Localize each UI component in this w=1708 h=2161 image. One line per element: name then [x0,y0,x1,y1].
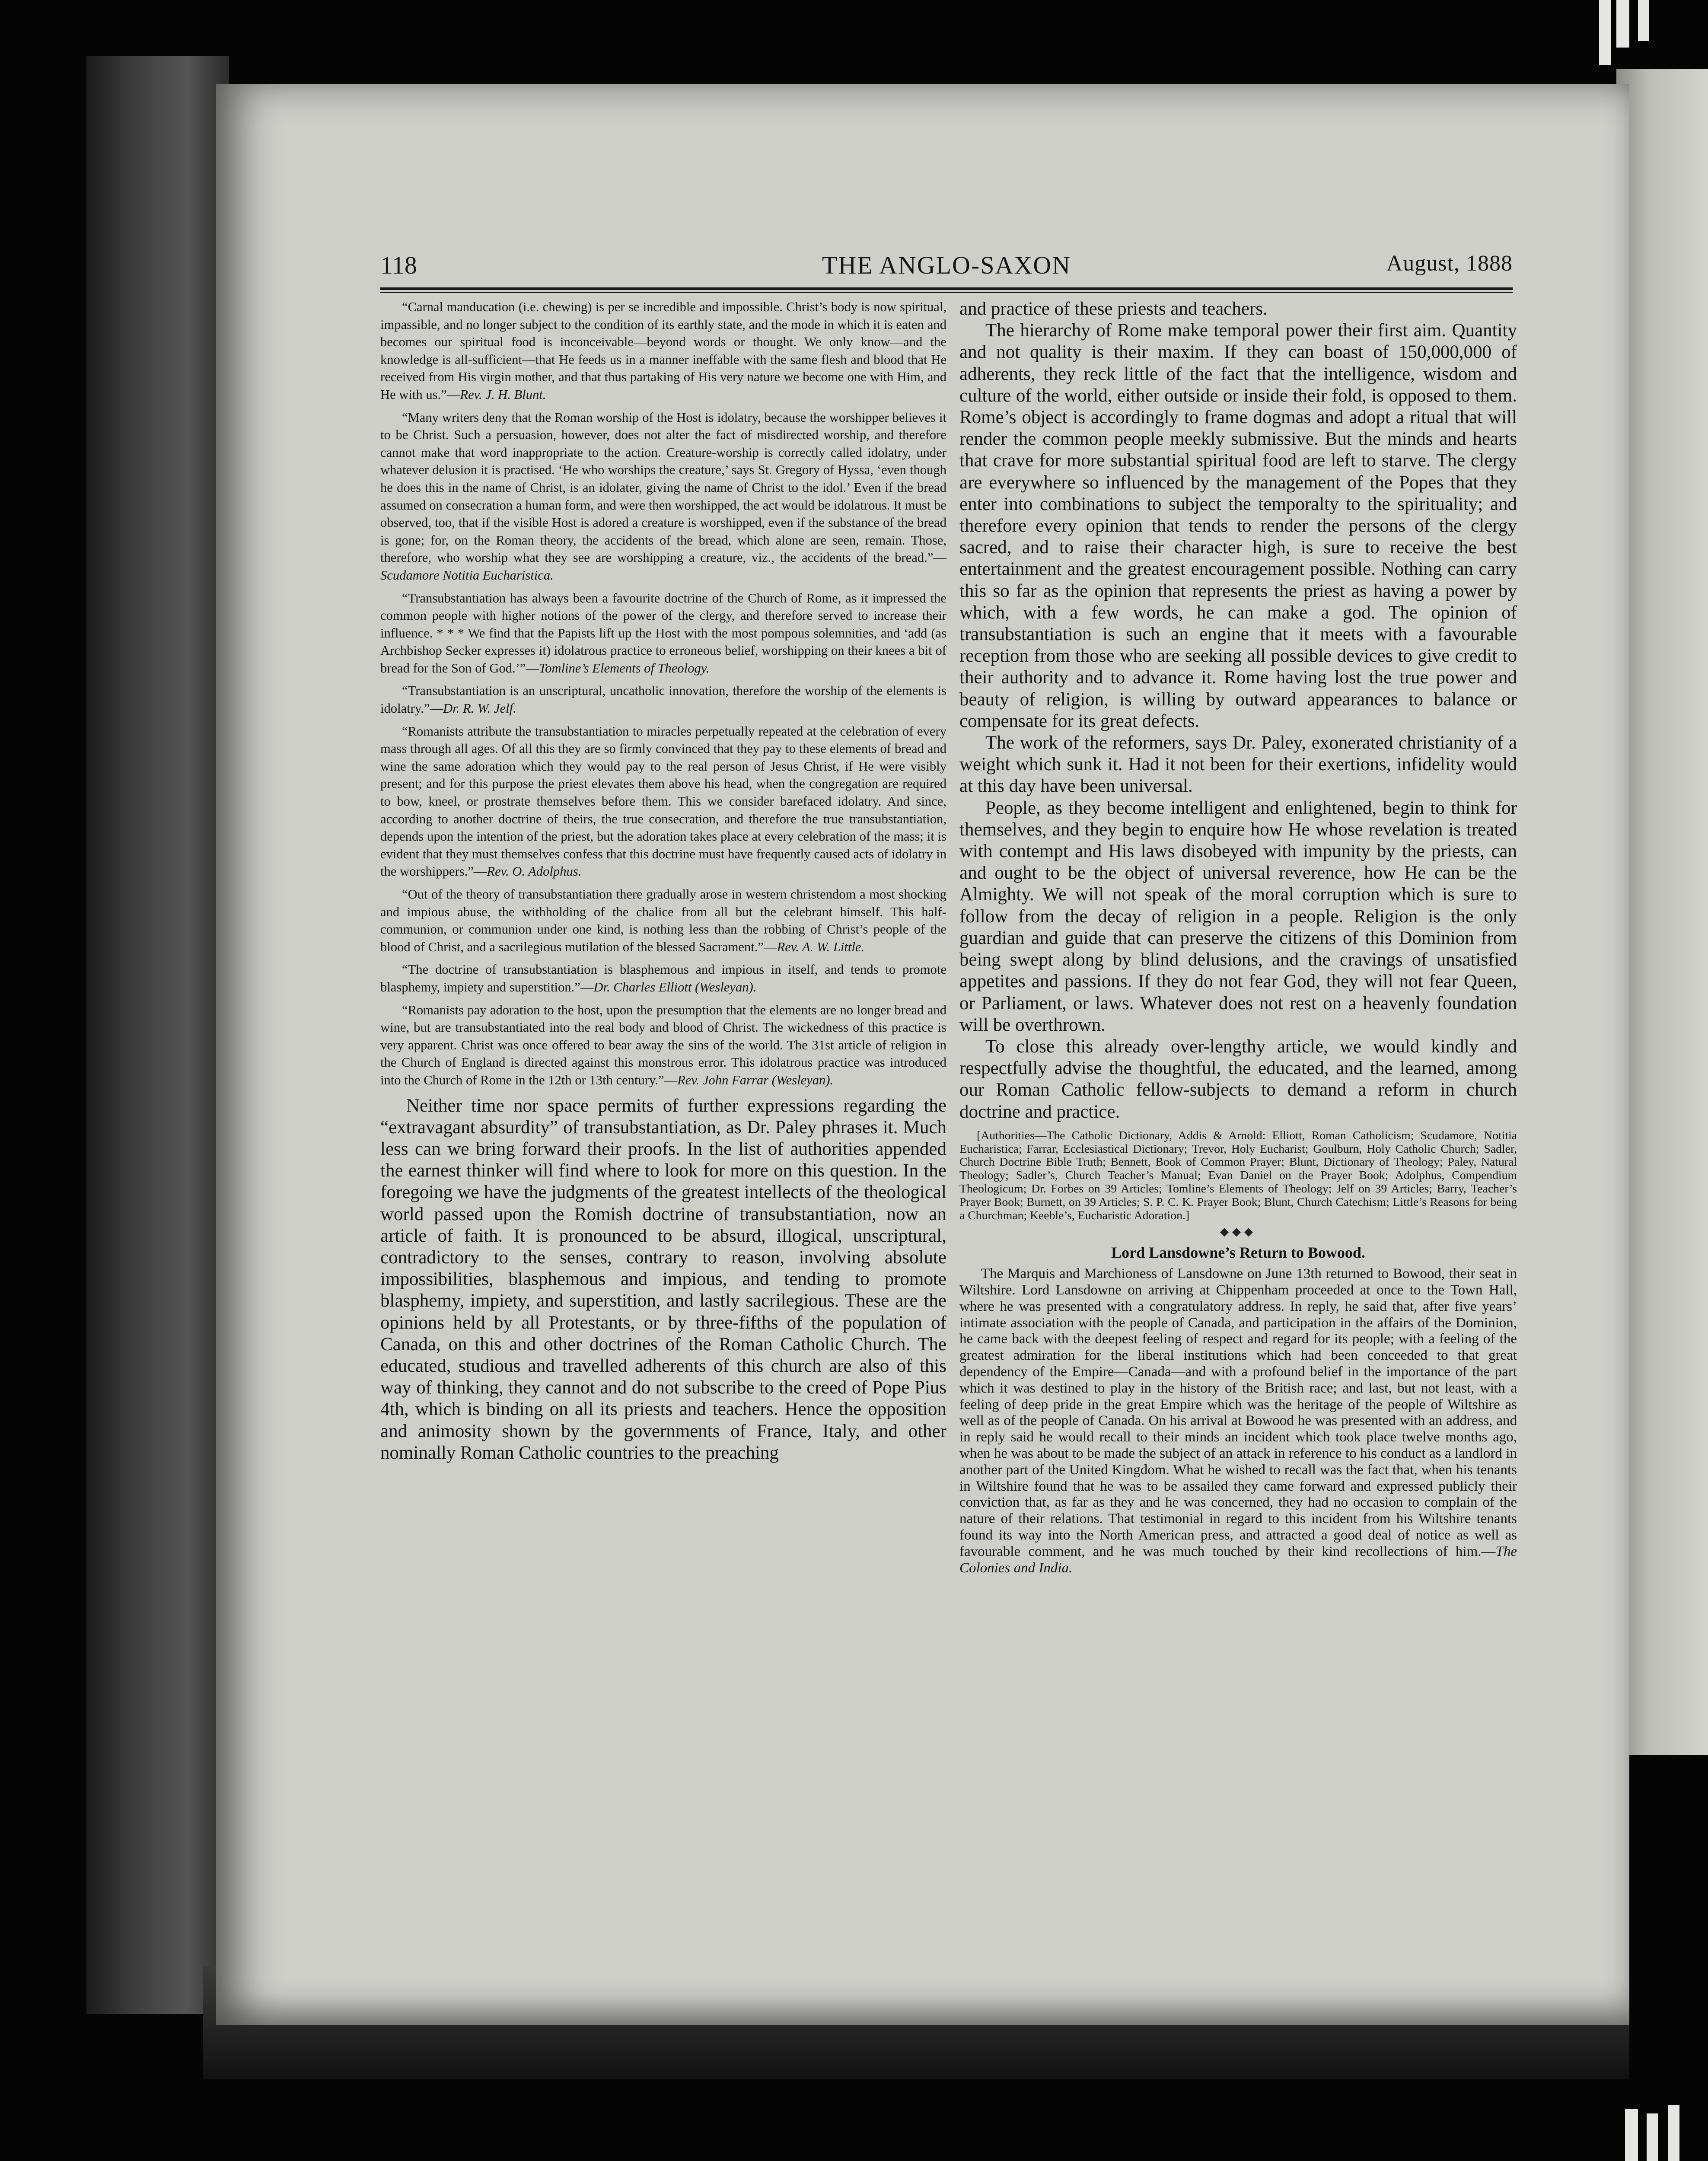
quote-block: “Romanists pay adoration to the host, upon the presumption that the elements are no longer bread and wine, but are transubstantiated into the real body and blood of Christ. The wickedness of this practice is very apparent. Christ was once offered to bear away the sins of the world. The 31st article of religion in the Church of England is directed against this monstrous error. This idolatrous practice was introduced into the Church of Rome in the 12th or 13th century.”—Rev. John Farrar (Wesleyan). [380,1002,946,1087]
article-heading: Lord Lansdowne’s Return to Bowood. [1111,1244,1365,1262]
body-paragraph: The work of the reformers, says Dr. Paley, exonerated christianity of a weight which sunk it. Had it not been for their exertions, infidelity would at this day have been universal. [959,733,1517,797]
quote-attribution: Rev. J. H. Blunt. [460,387,546,402]
quote-block: “The doctrine of transubstantiation is blasphemous and impious in itself, and tends to promote blasphemy, impiety and superstition.”—Dr. Charles Elliott (Wesleyan). [380,962,946,994]
film-edge-mark [1616,0,1629,48]
facing-page-edge [1616,69,1708,1755]
body-paragraph: Neither time nor space permits of further expressions regarding the “extravagant absurdity” of transubstantiation, as Dr. Paley phrases it. Much less can we bring forward their proofs. In the list of authorities appended the earnest thinker will find where to look for more on this question. In the foregoing we have the judgments of the greatest intellects of the theological world passed upon the Romish doctrine of transubstantiation, now an article of faith. It is pronounced to be absurd, illogical, unscriptural, contradictory to the senses, contrary to reason, involving absolute impossibilities, blasphemous and impious, and tending to promote blasphemy, impiety, and superstition, and lastly sacrilegious. These are the opinions held by all Protestants, or by three-fifths of the population of Canada, on this and other doctrines of the Roman Catholic Church. The educated, studious and travelled adherents of this church are also of this way of thinking, they cannot and do not subscribe to the creed of Pope Pius 4th, which is binding on all its priests and teachers. Hence the opposition and animosity shown by the governments of France, Italy, and other nominally Roman Catholic countries to the preaching [380,1095,946,1463]
book-spine-shadow [86,56,229,2014]
body-paragraph: People, as they become intelligent and enlightened, begin to think for themselves, and they begin to enquire how He whose revelation is treated with contempt and His laws disobeyed with impunity by the priests, can and ought to be the object of universal reverence, how He can be the Almighty. We will not speak of the moral corruption which is sure to follow from the decay of religion in a people. Religion is the only guardian and guide that can preserve the citizens of this Dominion from being swept along by blind delusions, and the cravings of unsatisfied appetites and passions. If they do not fear God, they will not fear Queen, or Parliament, or laws. Whatever does not rest on a heavenly foundation will be overthrown. [959,797,1517,1035]
film-edge-mark [1668,2105,1679,2161]
quote-block: “Transubstantiation is an unscriptural, uncatholic innovation, therefore the worship of the elements is idolatry.”—Dr. R. W. Jelf. [380,683,946,716]
news-paragraph: The Marquis and Marchioness of Lansdowne on June 13th returned to Bowood, their seat in Wiltshire. Lord Lansdowne on arriving at Chippenham proceeded at once to the Town Hall, where he was presented with a congratulatory address. In reply, he said that, after five years’ intimate association with the people of Canada, and participation in the affairs of the Dominion, he came back with the deepest feeling of respect and regard for its people; with a feeling of the greatest admiration for the liberal institutions which had been conceeded to that great dependency of the Empire—Canada—and with a profound belief in the importance of the part which it was destined to play in the history of the British race; and last, but not least, with a feeling of deep pride in the great Empire which was the heritage of the people of Wiltshire as well as of the people of Canada. On his arrival at Bowood he was presented with an address, and in reply said he would recall to their minds an incident which took place twelve months ago, when he was about to be made the subject of an attack in reference to his conduct as a landlord in another part of the United Kingdom. What he wished to recall was the fact that, when his tenants in Wiltshire found that he was to be assailed they came forward and expressed publicly their conviction that, as far as they and he was concerned, they had no occasion to complain of the nature of their relations. That testimonial in regard to this incident from his Wiltshire tenants found its way into the North American press, and attracted a good deal of notice as well as favourable comment, and he was much touched by their kind recollections of him.—The Colonies and India. [959,1266,1517,1576]
film-edge-mark [1647,2113,1658,2161]
quote-attribution: Dr. Charles Elliott (Wesleyan). [593,979,757,994]
quote-block: “Many writers deny that the Roman worship of the Host is idolatry, because the worshipper believes it to be Christ. Such a persuasion, however, does not alter the fact of misdirected worship, and therefore cannot make that word inappropriate to the action. Creature-worship is correctly called idolatry, under whatever delusion it is practised. ‘He who worships the creature,’ says St. Gregory of Hyssa, ‘even though he does this in the name of Christ, is an idolater, giving the name of Christ to the idol.’ Even if the bread assumed on consecration a human form, and were then worshipped, the act would be idolatrous. It must be observed, too, that if the visible Host is adored a creature is worshipped, even if the substance of the bread is gone; for, on the Roman theory, the accidents of the bread, which alone are seen, remain. Those, therefore, who worship what they see are worshipping a creature, viz., the accidents of the bread.”—Scudamore Notitia Eucharistica. [380,410,946,583]
page-number: 118 [380,251,417,279]
section-ornament: ◆◆◆ [1220,1225,1256,1238]
quote-attribution: Scudamore Notitia Eucharistica. [380,567,554,583]
publication-title: THE ANGLO-SAXON [822,251,1071,279]
running-header [380,251,1513,281]
header-rule-thin [380,292,1513,293]
right-column [959,298,1517,1576]
quote-attribution: Rev. John Farrar (Wesleyan). [677,1072,834,1087]
film-edge-mark [1625,2109,1638,2161]
quote-block: “Out of the theory of transubstantiation there gradually arose in western christendom a most shocking and impious abuse, the withholding of the chalice from all but the celebrant himself. This half-communion, or communion under one kind, is nothing less than the robbing of Christ’s people of the blood of Christ, and a sacrilegious mutilation of the blessed Sacrament.”—Rev. A. W. Little. [380,887,946,954]
body-paragraph: To close this already over-lengthy article, we would kindly and respectfully advise the thoughtful, the educated, and the learned, among our Roman Catholic fellow-subjects to demand a reform in church doctrine and practice. [959,1036,1517,1122]
quote-attribution: Dr. R. W. Jelf. [443,701,516,716]
body-paragraph: The hierarchy of Rome make temporal power their first aim. Quantity and not quality is their maxim. If they can boast of 150,000,000 of adherents, they reck little of the fact that the intelligence, wisdom and culture of the world, either outside or inside their fold, is opposed to them. Rome’s object is accordingly to frame dogmas and adopt a ritual that will render the common people meekly submissive. But the minds and hearts that crave for more substantial spiritual food are left to starve. The clergy are everywhere so influenced by the management of the Popes that they enter into combinations to subject the temporalty to the spirituality; and therefore every opinion that tends to render the persons of the clergy sacred, and to raise their character high, is sure to receive the best entertainment and the greatest encouragement possible. Nothing can carry this so far as the opinion that represents the priest as having a power by which, with a few words, he can make a god. The opinion of transubstantiation is such an engine that it meets with a favourable reception from those who are seeking all possible devices to give credit to their authority and to advance it. Rome having lost the true power and beauty of religion, is willing by outward appearances to balance or compensate for its great defects. [959,320,1517,731]
news-source: The Colonies and India. [959,1543,1517,1576]
quote-block: “Carnal manducation (i.e. chewing) is per se incredible and impossible. Christ’s body is now spiritual, impassible, and no longer subject to the condition of its earthly state, and the mode in which it is eaten and becomes our spiritual food is inconceivable—beyond words or thought. We only know—and the knowledge is all-sufficient—that He feeds us in a manner ineffable with the same flesh and blood that He received from His virgin mother, and that thus partaking of His very nature we become one with Him, and He with us.”—Rev. J. H. Blunt. [380,300,946,402]
quote-attribution: Rev. O. Adolphus. [487,864,582,879]
body-paragraph: and practice of these priests and teachers. [959,299,1268,319]
quote-block: “Transubstantiation has always been a favourite doctrine of the Church of Rome, as it impressed the common people with higher notions of the power of the clergy, and therefore served to increase their influence. * * * We find that the Papists lift up the Host with the most pompous solemnities, and ‘add (as Archbishop Secker expresses it) idolatrous practice to erroneous belief, worshipping on their knees a bit of bread for the Son of God.’”—Tomline’s Elements of Theology. [380,590,946,676]
film-edge-mark [1638,0,1649,41]
quote-block: “Romanists attribute the transubstantiation to miracles perpetually repeated at the celebration of every mass through all ages. Of all this they are so firmly convinced that they pay to these elements of bread and wine the same adoration which they would pay to the real person of Jesus Christ, if He were visibly present; and for this purpose the priest elevates them above his head, when the congregation are required to bow, kneel, or prostrate themselves before them. This we consider barefaced idolatry. And since, according to another doctrine of theirs, the true consecration, and therefore the true transubstantiation, depends upon the intention of the priest, but the adoration takes place at every celebration of the mass; it is evident that they must themselves confess that this doctrine must have frequently caused acts of idolatry in the worshippers.”—Rev. O. Adolphus. [380,724,946,879]
film-edge-mark [1599,0,1611,65]
issue-date: August, 1888 [1386,251,1513,276]
quote-attribution: Rev. A. W. Little. [777,939,865,954]
quote-attribution: Tomline’s Elements of Theology. [539,660,710,676]
authorities-list: [Authorities—The Catholic Dictionary, Addis & Arnold: Elliott, Roman Catholicism; Scudamore, Notitia Eucharistica; Farrar, Ecclesiastical Dictionary; Trevor, Holy Eucharist; Goulburn, Holy Catholic Church; Sadler, Church Doctrine Bible Truth; Bennett, Book of Common Prayer; Blunt, Dictionary of Theology; Paley, Natural Theology; Sadler’s, Church Teacher’s Manual; Evan Daniel on the Prayer Book; Adolphus, Compendium Theologicum; Dr. Forbes on 39 Articles; Tomline’s Elements of Theology; Jelf on 39 Articles; Barry, Teacher’s Prayer Book; Burnett, on 39 Articles; S. P. C. K. Prayer Book; Blunt, Church Catechism; Little’s Reasons for being a Churchman; Keeble’s, Eucharistic Adoration.] [959,1128,1517,1222]
header-rule [380,287,1513,290]
left-column [380,298,946,1464]
